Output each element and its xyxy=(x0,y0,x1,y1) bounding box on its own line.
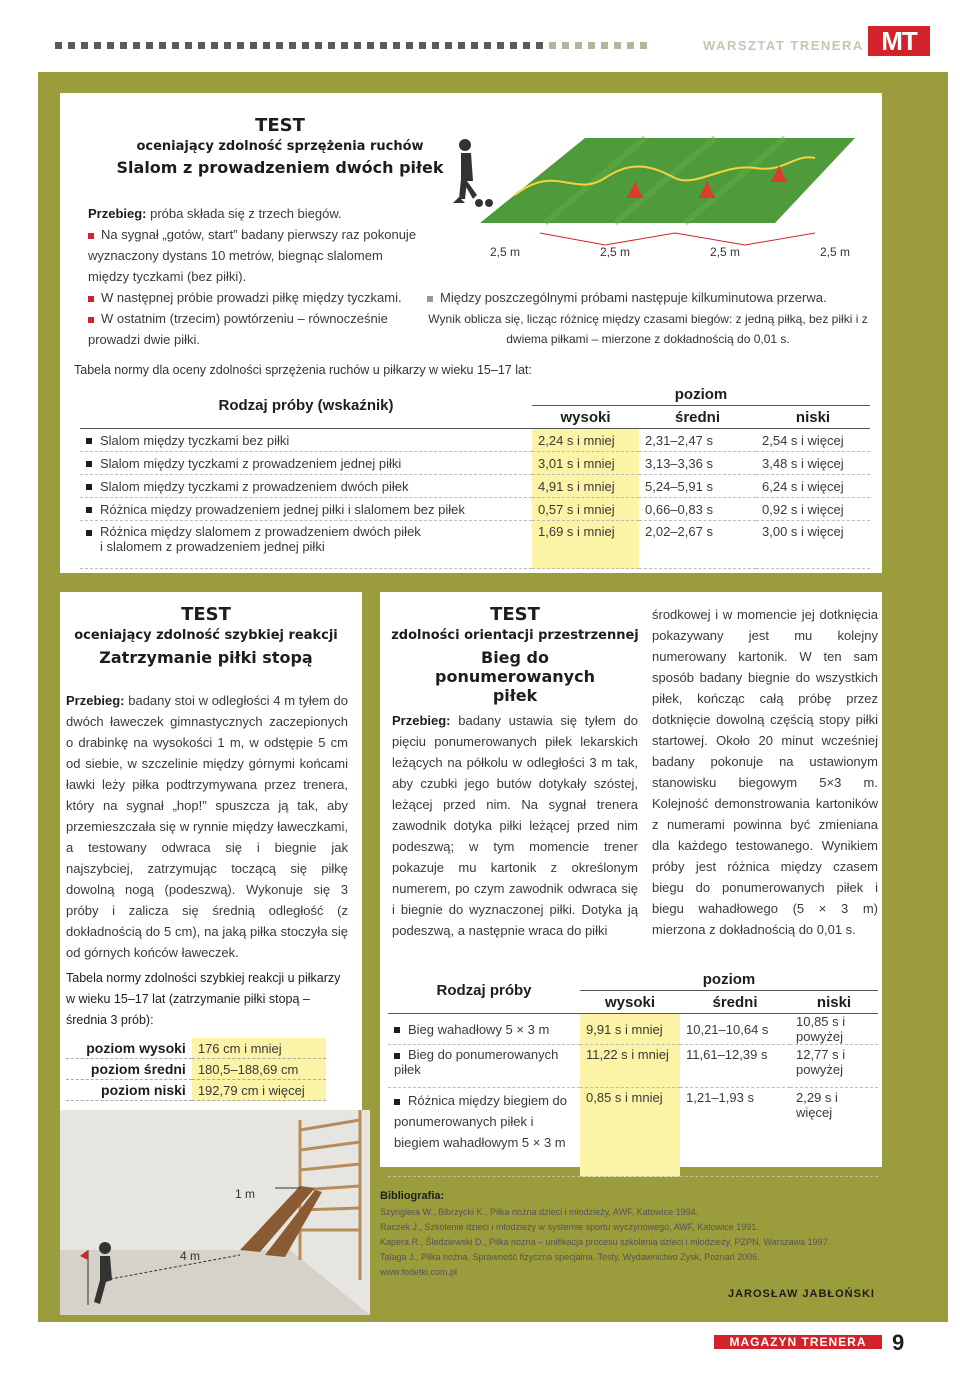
bullet-icon xyxy=(88,296,94,302)
table-row: Slalom między tyczkami bez piłki 2,24 s i mniej 2,31–2,47 s 2,54 s i więcej xyxy=(80,429,870,452)
header-dots xyxy=(55,38,695,52)
bibliography-item: Kapera R., Śledziewski D., Piłka nożna – unifikacja procesu szkolenia dzieci i młodzieży, PZPN, Warszawa 1997. xyxy=(380,1237,831,1247)
test2-intro-label: Przebieg: xyxy=(66,693,125,708)
header-dot xyxy=(250,42,257,49)
header-dot xyxy=(588,42,595,49)
header-dot xyxy=(380,42,387,49)
header-dot xyxy=(536,42,543,49)
bibliography-item: Szyngiera W., Bibrzycki K., Piłka nożna dzieci i młodzieży, AWF, Katowice 1994. xyxy=(380,1207,699,1217)
header-dot xyxy=(146,42,153,49)
header-dot xyxy=(367,42,374,49)
header-dot xyxy=(276,42,283,49)
bullet-icon xyxy=(427,296,433,302)
test2-table-caption: Tabela normy zdolności szybkiej reakcji u piłkarzy w wieku 15–17 lat (zatrzymanie piłki stopą – średnia 3 prób): xyxy=(66,971,341,1027)
header-dot xyxy=(289,42,296,49)
test3-name: Bieg do ponumerowanych piłek xyxy=(435,648,595,705)
header-dot xyxy=(419,42,426,49)
test2-name: Zatrzymanie piłki stopą xyxy=(99,648,313,667)
table-row: poziom wysoki 176 cm i mniej xyxy=(66,1038,326,1059)
header-dot xyxy=(471,42,478,49)
header-dot xyxy=(432,42,439,49)
table-row: Bieg wahadłowy 5 × 3 m 9,91 s i mniej 10,21–10,64 s 10,85 s i powyżej xyxy=(388,1014,878,1045)
header-dot xyxy=(484,42,491,49)
bullet-icon xyxy=(86,484,92,490)
header-dot xyxy=(211,42,218,49)
test3-title: TEST xyxy=(490,604,540,625)
test2-procedure xyxy=(66,690,348,963)
test3-subtitle: zdolności orientacji przestrzennej xyxy=(391,628,639,643)
distance-label: 2,5 m xyxy=(599,245,630,259)
table-row: Bieg do ponumerowanych piłek 11,22 s i mniej 11,61–12,39 s 12,77 s i powyżej xyxy=(388,1045,878,1088)
test3-intro: badany ustawia się tyłem do pięciu ponumerowanych piłek lekarskich leżących na półkolu w odległości 3 m tak, aby czubki jego butów dotykały szóstej, leżącej przed nim. Na sygnał trenera zawodnik dotyka piłki leżącej przed nim podeszwą; w tym momencie trener pokazuje mu kartonik z określonym numerem, po czym zawodnik odwraca się i biegnie do wyznaczonej piłki. Dotyka ją podeszwą, a następnie wraca do piłki xyxy=(392,713,638,938)
header-dot xyxy=(237,42,244,49)
header-dot xyxy=(406,42,413,49)
header-dot xyxy=(328,42,335,49)
header-dot xyxy=(354,42,361,49)
level-low: niski xyxy=(756,406,870,429)
table-row: Różnica między prowadzeniem jednej piłki i slalomem bez piłek 0,57 s i mniej 0,66–0,83 s 0,92 s i więcej xyxy=(80,498,870,521)
test1-bullet: W następnej próbie prowadzi piłkę między tyczkami. xyxy=(88,287,418,308)
header-dot xyxy=(94,42,101,49)
header-dot xyxy=(445,42,452,49)
bench-ladder-illustration xyxy=(60,1110,370,1315)
header-dot xyxy=(120,42,127,49)
distance-label: 2,5 m xyxy=(490,245,521,259)
header-dot xyxy=(627,42,634,49)
header-dot xyxy=(523,42,530,49)
author: JAROSŁAW JABŁOŃSKI xyxy=(728,1288,875,1300)
header-dot xyxy=(81,42,88,49)
test3-intro-label: Przebieg: xyxy=(392,713,451,728)
test3-procedure-cont: środkowej i w momencie jej dotknięcia pokazywany jest mu kolejny numerowany kartonik. W ten sam sposób badany biegnie do wszystkich piłek, kończąc całą próbę przez dotknięcie dowolną częścią stopy piłki startowej. Około 20 minut wcześniej badany pokonuje na ustawionym stanowisku biegowym 5×3 m. Kolejność demonstrowania kartoników z numerami powinna być zmieniana dla każdego testowanego. Wynikiem próby jest różnica między czasem biegu do ponumerowanych piłek i biegu wahadłowego (5 × 3 m) mierzona z dokładnością do 0,01 s. xyxy=(652,607,878,937)
test1-box xyxy=(60,93,882,573)
bibliography-item: Talaga J., Piłka nożna. Sprawność fizyczna specjalna. Testy, Wydawnictwo Zysk, Poznań 2006. xyxy=(380,1252,760,1262)
header-dot xyxy=(601,42,608,49)
test2-subtitle: oceniający zdolność szybkiej reakcji xyxy=(74,628,338,643)
test1-intro-label: Przebieg: xyxy=(88,206,147,221)
slalom-field-illustration xyxy=(445,123,865,263)
header-dot xyxy=(458,42,465,49)
level-medium: średni xyxy=(680,991,790,1014)
magazine-logo: MT xyxy=(868,26,930,56)
bullet-icon xyxy=(86,438,92,444)
distance-label: 2,5 m xyxy=(709,245,740,259)
bullet-icon xyxy=(394,1099,400,1105)
test1-note-result: Wynik oblicza się, licząc różnicę między czasami biegów: z jedną piłką, bez piłki i z dwiema piłkami – mierzone z dokładnością do 0,01 s. xyxy=(428,312,868,346)
table-level-header: poziom xyxy=(580,968,878,991)
test2-norms-table xyxy=(66,1038,326,1101)
header-dot xyxy=(159,42,166,49)
distance-labels xyxy=(490,245,850,259)
magazine-name: MAGAZYN TRENERA xyxy=(714,1335,882,1349)
test1-table-caption: Tabela normy dla oceny zdolności sprzężenia ruchów u piłkarzy w wieku 15–17 lat: xyxy=(74,363,532,377)
test1-intro: próba składa się z trzech biegów. xyxy=(146,206,342,221)
bullet-icon xyxy=(88,317,94,323)
level-medium: średni xyxy=(639,406,756,429)
section-label: WARSZTAT TRENERA xyxy=(703,38,864,53)
header-dot xyxy=(393,42,400,49)
table-row: Slalom między tyczkami z prowadzeniem dwóch piłek 4,91 s i mniej 5,24–5,91 s 6,24 s i więcej xyxy=(80,475,870,498)
test3-norms-table xyxy=(388,968,878,1177)
header-dot xyxy=(549,42,556,49)
table-row: Slalom między tyczkami z prowadzeniem jednej piłki 3,01 s i mniej 3,13–3,36 s 3,48 s i więcej xyxy=(80,452,870,475)
header-dot xyxy=(575,42,582,49)
table-col-header: Rodzaj próby xyxy=(388,968,580,1014)
bullet-icon xyxy=(394,1027,400,1033)
bibliography xyxy=(380,1190,880,1280)
header-dot xyxy=(562,42,569,49)
bibliography-title: Bibliografia: xyxy=(380,1190,445,1202)
header-dot xyxy=(107,42,114,49)
distance-label: 4 m xyxy=(180,1249,201,1263)
page-number: 9 xyxy=(892,1330,905,1355)
runner-icon xyxy=(453,139,493,207)
header-dot xyxy=(614,42,621,49)
header-dot xyxy=(497,42,504,49)
table-level-header: poziom xyxy=(532,383,870,406)
level-high: wysoki xyxy=(580,991,680,1014)
header-dot xyxy=(510,42,517,49)
header-dot xyxy=(341,42,348,49)
bibliography-item: www.fodetki.com.pl xyxy=(380,1267,458,1277)
level-high: wysoki xyxy=(532,406,639,429)
header-dot xyxy=(55,42,62,49)
header-dot xyxy=(133,42,140,49)
distance-arrows xyxy=(540,233,815,245)
bullet-icon xyxy=(86,461,92,467)
height-label: 1 m xyxy=(235,1187,256,1201)
table-row: poziom niski 192,79 cm i więcej xyxy=(66,1080,326,1101)
test3-box xyxy=(380,592,882,1167)
test1-procedure xyxy=(88,203,418,350)
test2-intro: badany stoi w odległości 4 m tyłem do dwóch ławeczek gimnastycznych zaczepionych o drabinkę na wysokości 1 m, w odstępie 5 cm od siebie, w szczelinie między górnymi końcami ławki leży piłka podtrzymywana przez trenera, który na sygnał „hop!” spuszcza ją tak, aby przemieszczała się w rynnie między ławeczkami, a testowany odwraca się i biegnie jak najszybciej, zatrzymując toczącą się piłkę dowolną nogą (podeszwą). Wykonuje się 3 próby i zalicza się średnią odległość (z dokładnością do 5 cm), na jaką piłka stoczyła się od górnych końców ławeczek. xyxy=(66,693,348,960)
test3-procedure xyxy=(392,710,638,941)
table-row: Różnica między slalomem z prowadzeniem dwóch piłek i slalomem z prowadzeniem jednej piłki 1,69 s i mniej 2,02–2,67 s 3,00 s i więcej xyxy=(80,521,870,569)
test1-norms-table xyxy=(80,383,870,569)
test1-note-pause: Między poszczególnymi próbami następuje kilkuminutowa przerwa. xyxy=(427,287,867,308)
bibliography-item: Raczek J., Szkolenie dzieci i młodzieży w systemie sportu wyczynowego, AWF, Katowice 1991. xyxy=(380,1222,759,1232)
test1-title: TEST xyxy=(255,115,305,136)
test1-bullet: Na sygnał „gotów, start” badany pierwszy raz pokonuje wyznaczony dystans 10 metrów, biegnąc slalomem między tyczkami (bez piłki). xyxy=(88,227,417,284)
header-dot xyxy=(263,42,270,49)
test1-bullet: W ostatnim (trzecim) powtórzeniu – równocześnie prowadzi dwie piłki. xyxy=(88,311,388,347)
header-dot xyxy=(640,42,647,49)
test2-box xyxy=(60,592,362,1110)
header-dot xyxy=(315,42,322,49)
table-col-header: Rodzaj próby (wskaźnik) xyxy=(80,383,532,429)
header-dot xyxy=(198,42,205,49)
bullet-icon xyxy=(86,507,92,513)
distance-label: 2,5 m xyxy=(819,245,850,259)
header-dot xyxy=(302,42,309,49)
header-dot xyxy=(68,42,75,49)
header-dot xyxy=(172,42,179,49)
bullet-icon xyxy=(394,1053,400,1059)
table-row: poziom średni 180,5–188,69 cm xyxy=(66,1059,326,1080)
header-dot xyxy=(185,42,192,49)
test2-title: TEST xyxy=(181,604,231,625)
level-low: niski xyxy=(790,991,878,1014)
test1-subtitle: oceniający zdolność sprzężenia ruchów xyxy=(136,139,424,154)
table-row: Różnica między biegiem do ponumerowanych piłek i biegiem wahadłowym 5 × 3 m 0,85 s i mniej 1,21–1,93 s 2,29 s i więcej xyxy=(388,1088,878,1177)
header-dot xyxy=(224,42,231,49)
bullet-icon xyxy=(86,530,92,536)
bullet-icon xyxy=(88,233,94,239)
test1-name: Slalom z prowadzeniem dwóch piłek xyxy=(116,158,444,177)
